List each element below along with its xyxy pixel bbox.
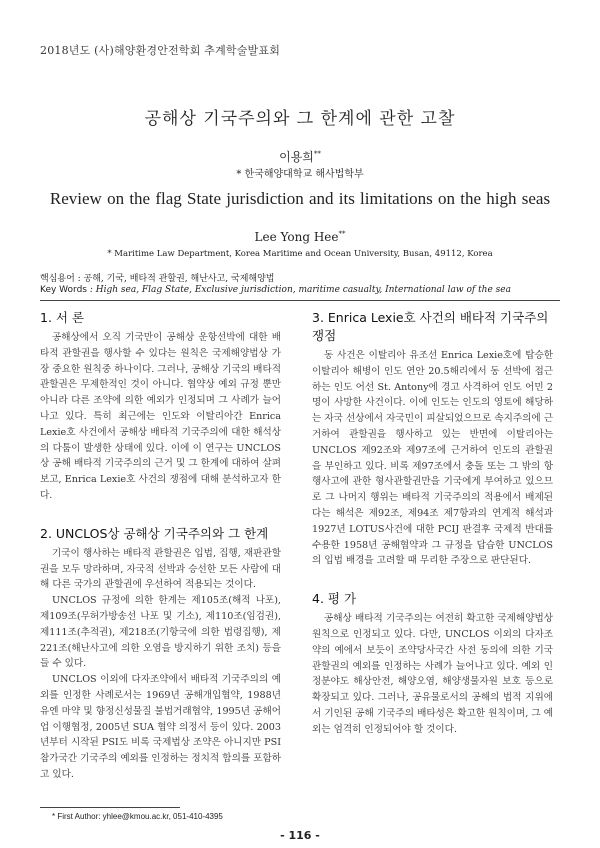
- section-1-paragraph: 공해상에서 오직 기국만이 공해상 운항선박에 대한 배타적 관할권을 행사할 수 있다는 원칙은 국제해양법상 가장 중요한 원칙중 하나이다. 그러나, 공해상 기국의 배타적 관할권은 무제한적인 것이 아니다. 협약상 예외 규정 뿐만 아니라 다른 조약에 의한 예외가 인정되며 그 사례가 늘어나고 있다. 특히 최근에는 인도와 이탈리아간 Enrica Lexie호 사건에서 공해상 배타적 기국주의에 대한 해석상의 다툼이 발생한 상태에 있다. 이에 이 연구는 UNCLOS상 공해 배타적 기국주의의 근거 및 그 한계에 대하여 살펴보고, Enrica Lexie호 사건의 쟁점에 대해 분석하고자 한다.: [40, 332, 281, 501]
- keywords-english: [40, 285, 511, 295]
- section-4-heading: 4. 평 가: [312, 591, 357, 607]
- affiliation-korean: * 한국해양대학교 해사법학부: [236, 169, 364, 180]
- section-4-paragraph: 공해상 배타적 기국주의는 여전히 확고한 국제해양법상 원칙으로 인정되고 있다. 다만, UNCLOS 이외의 다자조약의 예에서 보듯이 조약당사국간 사전 동의에 의한 기국 관할권의 예외를 인정하는 사례가 늘어나고 있다. 예외 인정분야도 해상안전, 해양오염, 해양생물자원 보호 등으로 확장되고 있다. 그러나, 공유물로서의 공해의 법적 지위에서 기인된 공해 기국주의 배타성은 확고한 원칙이며, 그 예외는 엄격히 인정되어야 할 것이다.: [312, 613, 553, 735]
- paper-title-english: Review on the flag State jurisdiction and its limitations on the high seas: [49, 189, 551, 208]
- author-korean-mark: **: [313, 150, 321, 158]
- keywords-korean: [40, 271, 274, 284]
- keywords-divider: [40, 300, 560, 301]
- left-column: [40, 304, 281, 783]
- keywords-english-label: Key Words: [40, 285, 87, 295]
- section-3-paragraph: 동 사건은 이탈리아 유조선 Enrica Lexie호에 탑승한 이탈리아 해병이 인도 연안 20.5해리에서 동 선박에 접근하는 인도 어선 St. Antony에 경고 사격하여 인도 어민 2명이 사망한 사건이다. 이에 인도는 인도의 영토에 해당하는 자국 선상에서 자국민이 피살되었으므로 속지주의에 근거하여 관할권을 행사하고 있는 반면에 이탈리아는 UNCLOS 제92조와 제97조에 근거하여 인도의 관할권을 부인하고 있다. 비록 제97조에서 충돌 또는 그 밖의 항행사고에 관한 형사관할권만을 기국에게 부여하고 있으므로 그 나머지 행위는 배타적 기국주의의 적용에서 배제된다는 해석은 제92조, 제94조 제7항과의 연계적 해석과 1927년 LOTUS사건에 대한 PCIJ 판결후 국제적 반대를 수용한 1958년 공해협약과 그 규정을 답습한 UNCLOS의 입법 배경을 고려할 때 무리한 주장으로 판단된다.: [312, 350, 553, 567]
- author-korean-name: 이용희: [279, 150, 314, 164]
- section-2-paragraph-3: UNCLOS 이외에 다자조약에서 배타적 기국주의의 예외를 인정한 사례로서는 1969년 공해개입협약, 1988년 유엔 마약 및 향정신성물질 불법거래협약, 1995년 공해어업 이행협정, 2005년 SUA 협약 의정서 등이 있다. 2003년부터 시작된 PSI도 비록 국제법상 조약은 아니지만 PSI 참가국간 기국주의 예외를 인정하는 정치적 합의를 포함하고 있다.: [40, 674, 281, 780]
- footnote-divider: [40, 807, 180, 808]
- section-2-paragraph-2: UNCLOS 규정에 의한 한계는 제105조(해적 나포), 제109조(무허가방송선 나포 및 기소), 제110조(임검권), 제111조(추적권), 제218조(기항국에 의한 법령집행), 제221조(해난사고에 의한 오염을 방지하기 위한 조치) 등을 들 수 있다.: [40, 595, 281, 670]
- author-english-mark: **: [338, 230, 346, 238]
- page-number: - 116 -: [280, 829, 320, 842]
- author-english-name: Lee Yong Hee: [254, 230, 339, 244]
- section-1-heading: 1. 서 론: [40, 310, 85, 325]
- affiliation-english: * Maritime Law Department, Korea Maritime and Ocean University, Busan, 49112, Korea: [107, 249, 493, 259]
- section-2-paragraph-1: 기국이 행사하는 배타적 관할권은 입법, 집행, 재판관할권을 모두 망라하며, 자국적 선박과 승선한 모든 사람에 대해 다른 국가의 관할권에 우선하여 적용되는 것이다.: [40, 547, 281, 591]
- author-korean: [0, 148, 600, 165]
- keywords-english-value: : High sea, Flag State, Exclusive jurisdiction, maritime casualty, International law of the sea: [87, 285, 511, 295]
- section-2-heading: 2. UNCLOS상 공해상 기국주의와 그 한계: [40, 525, 269, 541]
- conference-header: 2018년도 (사)해양환경안전학회 추계학술발표회: [40, 44, 281, 57]
- author-english: [0, 230, 600, 244]
- section-3-heading: 3. Enrica Lexie호 사건의 배타적 기국주의 쟁점: [312, 310, 549, 343]
- right-column: [312, 304, 553, 738]
- footnote: * First Author: yhlee@kmou.ac.kr, 051-410-4395: [52, 812, 223, 821]
- keywords-korean-value: : 공해, 기국, 배타적 관할권, 해난사고, 국제해양법: [74, 274, 275, 284]
- keywords-korean-label: 핵심용어: [40, 274, 75, 284]
- paper-title-korean: 공해상 기국주의와 그 한계에 관한 고찰: [144, 109, 456, 129]
